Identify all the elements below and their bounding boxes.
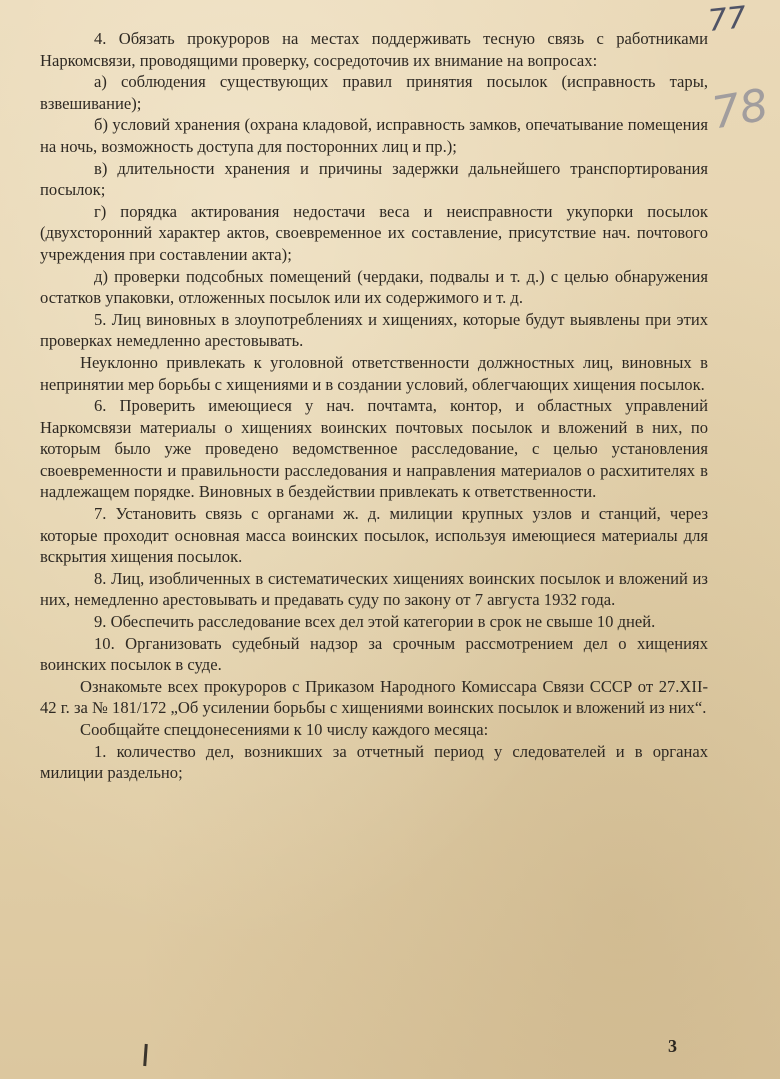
page-number: 3: [668, 1036, 677, 1056]
paragraph-7: 7. Установить связь с органами ж. д. милиции крупных узлов и станций, через которые проходит основная масса воинских посылок, используя имеющиеся материалы для вскрытия хищения посылок.: [40, 504, 708, 567]
paragraph-5-continued: Неуклонно привлекать к уголовной ответственности должностных лиц, виновных в непринятии мер борьбы с хищениями и в создании условий, облегчающих хищения посылок.: [40, 352, 708, 394]
handwritten-margin-number: 78: [707, 79, 773, 140]
paragraph-4v: в) длительности хранения и причины задержки дальнейшего транспортирования посылок;: [40, 158, 708, 200]
paragraph-4: 4. Обязать прокуроров на местах поддерживать тесную связь с работниками Наркомсвязи, проводящими проверку, сосредоточив их внимание на вопросах:: [40, 29, 708, 70]
paragraph-6: 6. Проверить имеющиеся у нач. почтамта, контор, и областных управлений Наркомсвязи материалы о хищениях воинских почтовых посылок и вложений в них, по которым было уже проведено ведомственное расследование, с целью установления своевременности и правильности расследования и направления материалов о расхитителях в надлежащем порядке. Виновных в бездействии привлекать к ответственности.: [40, 396, 708, 502]
paragraph-4b: б) условий хранения (охрана кладовой, исправность замков, опечатывание помещения на ночь, возможность доступа для посторонних лиц и пр.);: [40, 115, 708, 156]
paragraph-instruction: Ознакомьте всех прокуроров с Приказом Народного Комиссара Связи СССР от 27.XII-42 г. за № 181/172 „Об усилении борьбы с хищениями воинских посылок и вложений из них“.: [40, 676, 708, 718]
paragraph-5: 5. Лиц виновных в злоупотреблениях и хищениях, которые будут выявлены при этих проверках немедленно арестовывать.: [40, 309, 708, 351]
paragraph-reporting: Сообщайте спецдонесениями к 10 числу каждого месяца:: [80, 720, 489, 739]
paragraph-10: 10. Организовать судебный надзор за срочным рассмотрением дел о хищениях воинских посылок в суде.: [40, 633, 708, 675]
paragraph-4g: г) порядка актирования недостачи веса и неисправности укупорки посылок (двухсторонний характер актов, своевременное их составление, присутствие нач. почтового учреждения при составлении акта);: [40, 201, 708, 264]
paragraph-4d: д) проверки подсобных помещений (чердаки, подвалы и т. д.) с целью обнаружения остатков упаковки, отложенных посылок или их содержимого и т. д.: [40, 266, 708, 308]
paragraph-9: 9. Обеспечить расследование всех дел этой категории в срок не свыше 10 дней.: [94, 612, 656, 632]
paragraph-4a: а) соблюдения существующих правил принятия посылок (исправность тары, взвешивание);: [40, 72, 708, 113]
document-body: [40, 28, 708, 784]
handwritten-page-number: 77: [706, 0, 748, 39]
pencil-tick-mark: [143, 1044, 148, 1066]
paragraph-reporting-item-1: 1. количество дел, возникших за отчетный период у следователей и в органах милиции раздельно;: [40, 741, 708, 783]
paragraph-8: 8. Лиц, изобличенных в систематических хищениях воинских посылок и вложений из них, немедленно арестовывать и предавать суду по закону от 7 августа 1932 года.: [40, 568, 708, 610]
